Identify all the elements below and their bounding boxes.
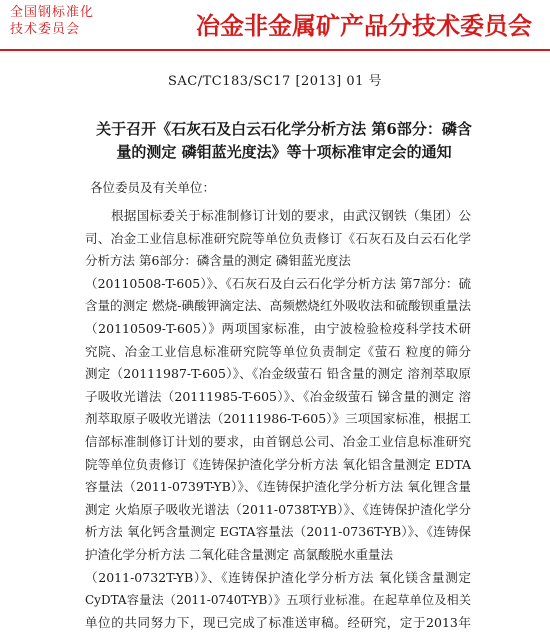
body-line: 测定 火焰原子吸收光谱法（2011-0738T-YB）》、《连铸保护渣化学分: [85, 501, 471, 517]
body-line: 护渣化学分析方法 二氧化硅含量测定 高氯酸脱水重量法: [85, 546, 393, 562]
committee-name-line2: 技术委员会: [10, 22, 81, 37]
committee-name-line1: 全国钢标准化: [10, 5, 95, 20]
body-line: 测定（20111987-T-605）》、《冶金级萤石 铅含量的测定 溶剂萃取原: [85, 366, 471, 382]
body-line: （20110509-T-605）》两项国家标准，由宁波检验检疫科学技术研: [85, 320, 471, 336]
letterhead-divider: [0, 49, 550, 51]
letterhead: [6, 4, 544, 48]
body-line: （20110508-T-605）》、《石灰石及白云石化学分析方法 第7部分：硫: [85, 275, 471, 291]
body-line: 信部标准制修订计划的要求，由首钢总公司、冶金工业信息标准研究: [85, 433, 471, 449]
body-line: 子吸收光谱法（20111985-T-605）》、《冶金级萤石 锑含量的测定 溶: [85, 388, 471, 404]
body-line: 单位的共同努力下，现已完成了标准送审稿。经研究，定于2013年: [85, 614, 471, 630]
body-line: 根据国标委关于标准制修订计划的要求，由武汉钢铁（集团）公: [111, 208, 471, 223]
subcommittee-name: 冶金非金属矿产品分技术委员会: [196, 11, 532, 40]
body-line: CyDTA容量法（2011-0740T-YB）》五项行业标准。在起草单位及相关: [85, 593, 471, 608]
notice-body: [85, 205, 471, 634]
body-line: 司、冶金工业信息标准研究院等单位负责修订《石灰石及白云石化学: [85, 230, 471, 246]
notice-title-line2: 量的测定 磷钼蓝光度法》等十项标准审定会的通知: [116, 143, 452, 161]
notice-title: [60, 118, 508, 164]
committee-name-small: [10, 4, 128, 38]
body-line: 含量的测定 燃烧-碘酸钾滴定法、高频燃烧红外吸收法和硫酸钡重量法: [85, 298, 471, 314]
document-number: SAC/TC183/SC17 [2013] 01 号: [168, 74, 382, 89]
salutation: 各位委员及有关单位：: [90, 180, 216, 195]
body-line: 分析方法 第6部分：磷含量的测定 磷钼蓝光度法: [85, 253, 351, 269]
body-line: 容量法（2011-0739T-YB）》、《连铸保护渣化学分析方法 氧化锂含量: [85, 479, 471, 495]
body-line: （2011-0732T-YB）》、《连铸保护渣化学分析方法 氧化镁含量测定: [85, 569, 471, 585]
body-line: 析方法 氧化钙含量测定 EGTA容量法（2011-0736T-YB）》、《连铸保: [85, 524, 471, 540]
notice-title-line1: 关于召开《石灰石及白云石化学分析方法 第6部分：磷含: [96, 120, 472, 138]
body-line: 院等单位负责修订《连铸保护渣化学分析方法 氧化铝含量测定 EDTA: [85, 456, 471, 472]
body-line: 剂萃取原子吸收光谱法（20111986-T-605）》三项国家标准，根据工: [85, 411, 471, 427]
body-line: 究院、冶金工业信息标准研究院等单位负责制定《萤石 粒度的筛分: [85, 343, 471, 359]
